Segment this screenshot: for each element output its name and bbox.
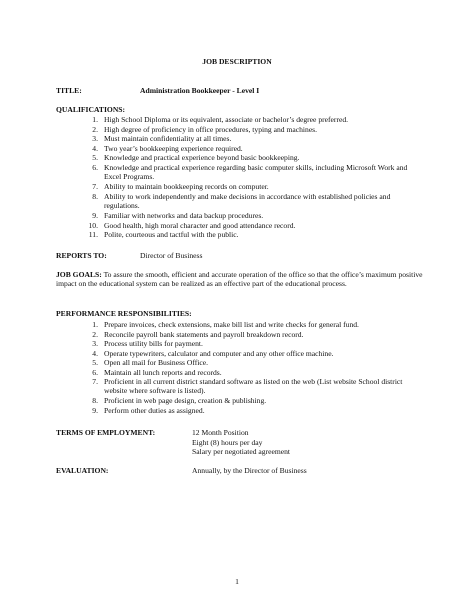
page-number: 1: [235, 577, 239, 586]
performance-heading: PERFORMANCE RESPONSIBILITIES:: [56, 309, 192, 318]
document-heading: JOB DESCRIPTION: [202, 57, 272, 66]
terms-label: TERMS OF EMPLOYMENT:: [56, 428, 156, 437]
evaluation-value: Annually, by the Director of Business: [192, 466, 307, 475]
terms-line: 12 Month Position: [192, 428, 249, 437]
title-label: TITLE:: [56, 86, 82, 95]
document-page: JOB DESCRIPTION TITLE: Administration Bookkeeper - Level I QUALIFICATIONS: 1. High School Diploma or its equivalent, associate or bachelor’s degree preferred. 2. High degree of proficiency in office procedures, typing and machines. 3. Must maintain confidentiality at all times. 4. Two year’s bookkeeping experience required. 5. Knowledge and practical experience beyond basic bookkeeping. 6. Knowledge and practical experience regarding basic computer skills, including Microsoft Work and Excel Programs. 7. Ability to maintain bookkeeping records on computer. 8. Ability to work independently and make decisions in accordance with established policies and regulations. 9. Familiar with networks and data backup procedures. 10. Good health, high moral character and good attendance record. 11. Polite, courteous and tactful with the public. REPORTS TO: Director of Business JOB GOALS: To assure the smooth, efficient and accurate operation of the office so that the office’s maximum positive impact on the educational system can be realized as an effective part of the educational process. PERFORMANCE RESPONSIBILITIES: 1. Prepare invoices, check extensions, make bill list and write checks for general fund. 2. Reconcile payroll bank statements and payroll breakdown record. 3. Process utility bills for payment. 4. Operate typewriters, calculator and computer and any other office machine. 5. Open all mail for Business Office. 6. Maintain all lunch reports and records. 7. Proficient in all current district standard software as listed on the web (List website School district website where software is listed). 8. Proficient in web page design, creation & publishing. 9. Perform other duties as assigned. TERMS OF EMPLOYMENT: 12 Month Position Eight (8) hours per day Salary per negotiated agreement EVALUATION: Annually, by the Director of Business 1: [0, 0, 474, 613]
reports-to-value: Director of Business: [140, 251, 203, 260]
reports-to-label: REPORTS TO:: [56, 251, 107, 260]
job-goals-label: JOB GOALS:: [56, 270, 102, 279]
evaluation-label: EVALUATION:: [56, 466, 109, 475]
job-goals-paragraph: [56, 270, 424, 288]
terms-line: Salary per negotiated agreement: [192, 447, 291, 456]
qualifications-heading: QUALIFICATIONS:: [56, 105, 126, 114]
terms-line: Eight (8) hours per day: [192, 437, 263, 447]
title-value: Administration Bookkeeper - Level I: [140, 86, 260, 95]
job-goals-text: To assure the smooth, efficient and accurate operation of the office so that the office’s maximum positive impact on the educational system can be realized as an effective part of the educational process.: [56, 270, 423, 289]
